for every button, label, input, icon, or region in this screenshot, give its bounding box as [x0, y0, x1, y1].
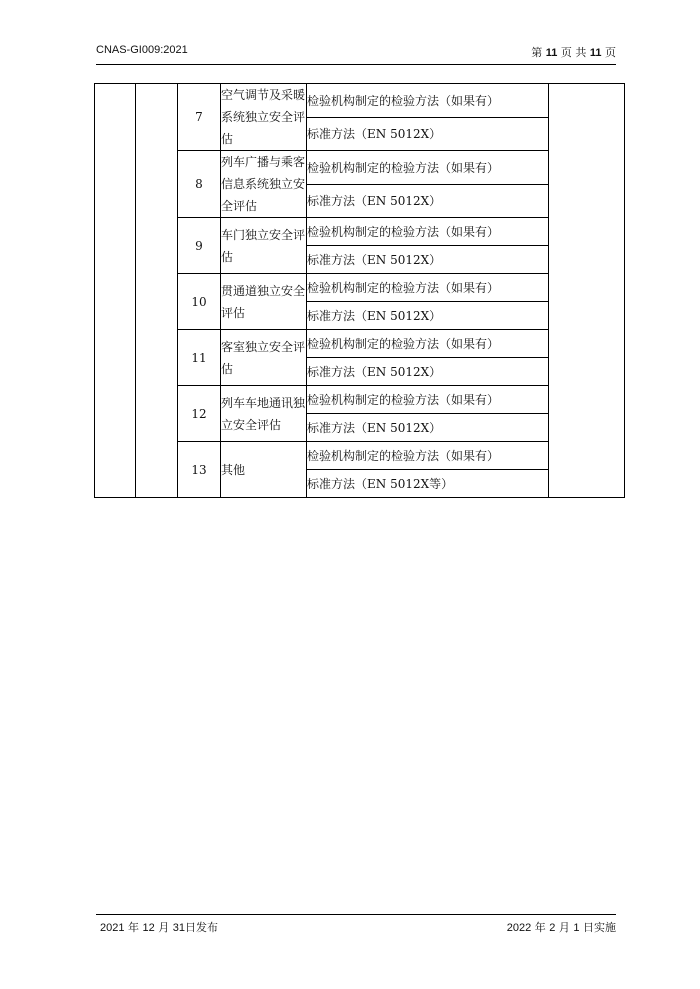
issue-month-unit: 月: [158, 921, 170, 934]
impl-month-unit: 月: [558, 921, 570, 934]
issue-day: 31: [172, 922, 185, 934]
impl-month: 2: [549, 922, 556, 934]
method-custom: 检验机构制定的检验方法（如果有）: [307, 442, 549, 470]
row-number: 8: [178, 151, 221, 218]
item-name: 贯通道独立安全评估: [221, 274, 307, 330]
item-name: 其他: [221, 442, 307, 498]
item-name: 列车广播与乘客信息系统独立安全评估: [221, 151, 307, 218]
table-row: [95, 84, 625, 118]
item-name: 客室独立安全评估: [221, 330, 307, 386]
page-header: [96, 44, 616, 65]
impl-suffix: 日实施: [583, 921, 616, 934]
issue-year-unit: 年: [127, 921, 139, 934]
impl-year: 2022: [506, 922, 532, 934]
row-number: 12: [178, 386, 221, 442]
page-indicator: [531, 44, 616, 60]
item-name: 列车车地通讯独立安全评估: [221, 386, 307, 442]
method-standard: 标准方法（EN 5012X）: [307, 246, 549, 274]
row-number: 11: [178, 330, 221, 386]
page-number: 11: [545, 47, 558, 59]
method-custom: 检验机构制定的检验方法（如果有）: [307, 386, 549, 414]
method-standard: 标准方法（EN 5012X）: [307, 302, 549, 330]
method-standard: 标准方法（EN 5012X）: [307, 358, 549, 386]
method-standard: 标准方法（EN 5012X）: [307, 184, 549, 218]
method-standard: 标准方法（EN 5012X等）: [307, 470, 549, 498]
blank-col-2: [136, 84, 178, 498]
impl-day: 1: [573, 922, 580, 934]
method-custom: 检验机构制定的检验方法（如果有）: [307, 330, 549, 358]
method-custom: 检验机构制定的检验方法（如果有）: [307, 274, 549, 302]
page-prefix: 第: [531, 46, 543, 59]
doc-code: CNAS-GI009:2021: [96, 44, 188, 56]
page-total: 11: [589, 47, 602, 59]
method-custom: 检验机构制定的检验方法（如果有）: [307, 218, 549, 246]
row-number: 9: [178, 218, 221, 274]
page-footer: [96, 914, 616, 935]
issue-date: [100, 919, 218, 935]
page-suffix: 页: [605, 46, 616, 59]
item-name: 空气调节及采暖系统独立安全评估: [221, 84, 307, 151]
blank-col-1: [95, 84, 136, 498]
row-number: 13: [178, 442, 221, 498]
item-name: 车门独立安全评估: [221, 218, 307, 274]
impl-year-unit: 年: [534, 921, 546, 934]
issue-suffix: 日发布: [184, 921, 218, 934]
issue-month: 12: [142, 922, 155, 934]
implementation-date: [507, 919, 616, 935]
row-number: 7: [178, 84, 221, 151]
issue-year: 2021: [100, 922, 125, 934]
row-number: 10: [178, 274, 221, 330]
blank-col-remarks: [549, 84, 625, 498]
method-standard: 标准方法（EN 5012X）: [307, 117, 549, 151]
method-custom: 检验机构制定的检验方法（如果有）: [307, 84, 549, 118]
assessment-table: [94, 83, 625, 498]
page-mid: 页 共: [560, 46, 587, 59]
method-standard: 标准方法（EN 5012X）: [307, 414, 549, 442]
method-custom: 检验机构制定的检验方法（如果有）: [307, 151, 549, 185]
